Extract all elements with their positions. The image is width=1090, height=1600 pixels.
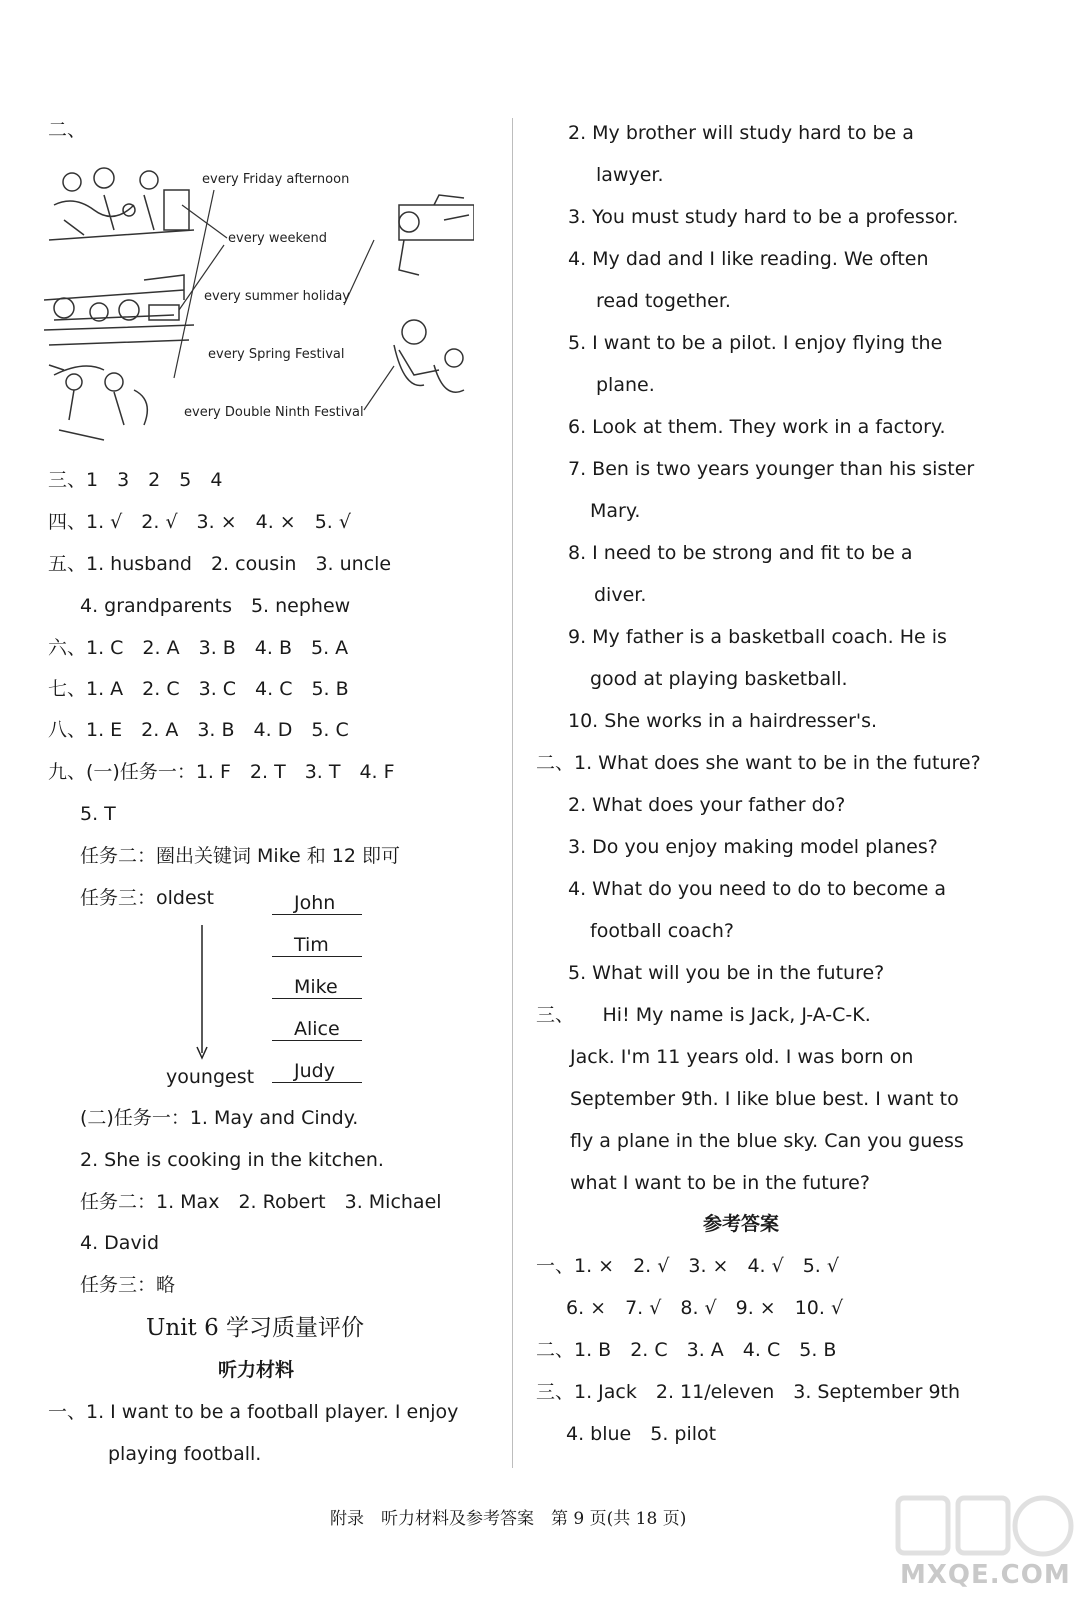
- section-5-answers-b: 4. grandparents 5. nephew: [80, 595, 351, 617]
- answer-key-title: 参考答案: [703, 1213, 780, 1235]
- family-dinner-icon: [44, 275, 194, 345]
- underline: [272, 1082, 362, 1083]
- part-2-line-a: (二)任务一：1. May and Cindy.: [80, 1107, 359, 1129]
- listening-line: diver.: [594, 584, 647, 606]
- section-7-answers: 七、1. A 2. C 3. C 4. C 5. B: [48, 678, 349, 700]
- listening-line: read together.: [596, 290, 731, 312]
- listening-line: 3. You must study hard to be a professor.: [568, 206, 959, 228]
- unit-title: Unit 6 学习质量评价: [146, 1315, 365, 1341]
- part-2-line-d: 4. David: [80, 1232, 160, 1254]
- listening-line: 9. My father is a basketball coach. He is: [568, 626, 947, 648]
- listening-line: Mary.: [590, 500, 641, 522]
- listening-1-line-a: 一、1. I want to be a football player. I enjoy: [48, 1401, 459, 1423]
- underline: [272, 914, 362, 915]
- caption-friday: every Friday afternoon: [202, 172, 350, 187]
- answer-key-1a: 一、1. × 2. √ 3. × 4. √ 5. √: [536, 1255, 839, 1277]
- listening-line: 7. Ben is two years younger than his sister: [568, 458, 975, 480]
- section-9-answers-b: 5. T: [80, 803, 116, 825]
- section-8-answers: 八、1. E 2. A 3. B 4. D 5. C: [48, 719, 349, 741]
- name-judy: Judy: [294, 1060, 335, 1082]
- task-3-text: 任务三：oldest: [80, 887, 215, 909]
- page-footer: 附录 听力材料及参考答案 第 9 页(共 18 页): [330, 1509, 687, 1529]
- watermark-text: MXQE.COM: [900, 1560, 1071, 1590]
- listening-line: 二、1. What does she want to be in the future?: [536, 752, 981, 774]
- listening-title: 听力材料: [218, 1359, 295, 1381]
- down-arrow-icon: [195, 925, 209, 1060]
- listening-line: 10. She works in a hairdresser's.: [568, 710, 878, 732]
- section-6-answers: 六、1. C 2. A 3. B 4. B 5. A: [48, 637, 349, 659]
- section-4-answers: 四、1. √ 2. √ 3. × 4. × 5. √: [48, 511, 351, 533]
- listening-line: 5. What will you be in the future?: [568, 962, 885, 984]
- grandparents-icon: [394, 320, 464, 392]
- listening-line: 8. I need to be strong and fit to be a: [568, 542, 913, 564]
- listening-line: 三、 Hi! My name is Jack, J-A-C-K.: [536, 1004, 871, 1026]
- answer-key-1b: 6. × 7. √ 8. √ 9. × 10. √: [566, 1297, 844, 1319]
- listening-line: 4. My dad and I like reading. We often: [568, 248, 929, 270]
- listening-line: 3. Do you enjoy making model planes?: [568, 836, 938, 858]
- part-2-line-e: 任务三：略: [80, 1274, 176, 1296]
- answer-key-3a: 三、1. Jack 2. 11/eleven 3. September 9th: [536, 1381, 961, 1403]
- name-mike: Mike: [294, 976, 338, 998]
- listening-line: 2. My brother will study hard to be a: [568, 122, 914, 144]
- listening-line: fly a plane in the blue sky. Can you guess: [570, 1130, 964, 1152]
- underline: [272, 956, 362, 957]
- section-3-answers: 三、1 3 2 5 4: [48, 469, 223, 491]
- listening-line: football coach?: [590, 920, 734, 942]
- part-2-line-b: 2. She is cooking in the kitchen.: [80, 1149, 384, 1171]
- listening-line: 2. What does your father do?: [568, 794, 846, 816]
- name-alice: Alice: [294, 1018, 340, 1040]
- caption-weekend: every weekend: [228, 231, 328, 246]
- part-2-line-c: 任务二：1. Max 2. Robert 3. Michael: [80, 1191, 442, 1213]
- listening-line: good at playing basketball.: [590, 668, 848, 690]
- task-2-text: 任务二：圈出关键词 Mike 和 12 即可: [80, 845, 401, 867]
- youngest-label: youngest: [166, 1066, 255, 1088]
- festival-stage-icon: [399, 195, 474, 275]
- answer-key-3b: 4. blue 5. pilot: [566, 1423, 717, 1445]
- section-5-answers-a: 五、1. husband 2. cousin 3. uncle: [48, 553, 392, 575]
- name-john: John: [294, 892, 336, 914]
- name-tim: Tim: [294, 934, 329, 956]
- caption-spring: every Spring Festival: [208, 347, 345, 362]
- underline: [272, 1040, 362, 1041]
- column-divider: [512, 118, 513, 1468]
- section-9-answers-a: 九、(一)任务一：1. F 2. T 3. T 4. F: [48, 761, 395, 783]
- family-walk-icon: [49, 365, 147, 440]
- listening-line: Jack. I'm 11 years old. I was born on: [570, 1046, 914, 1068]
- caption-double-ninth: every Double Ninth Festival: [184, 405, 364, 420]
- listening-line: plane.: [596, 374, 655, 396]
- listening-line: September 9th. I like blue best. I want to: [570, 1088, 959, 1110]
- listening-line: 6. Look at them. They work in a factory.: [568, 416, 946, 438]
- underline: [272, 998, 362, 999]
- answer-key-2: 二、1. B 2. C 3. A 4. C 5. B: [536, 1339, 837, 1361]
- family-picnic-icon: [49, 168, 194, 240]
- section-2-label: 二、: [48, 119, 87, 141]
- listening-line: 4. What do you need to do to become a: [568, 878, 946, 900]
- listening-line: lawyer.: [596, 164, 664, 186]
- listening-line: what I want to be in the future?: [570, 1172, 870, 1194]
- listening-1-line-b: playing football.: [108, 1443, 262, 1465]
- caption-summer: every summer holiday: [204, 289, 351, 304]
- listening-line: 5. I want to be a pilot. I enjoy flying the: [568, 332, 943, 354]
